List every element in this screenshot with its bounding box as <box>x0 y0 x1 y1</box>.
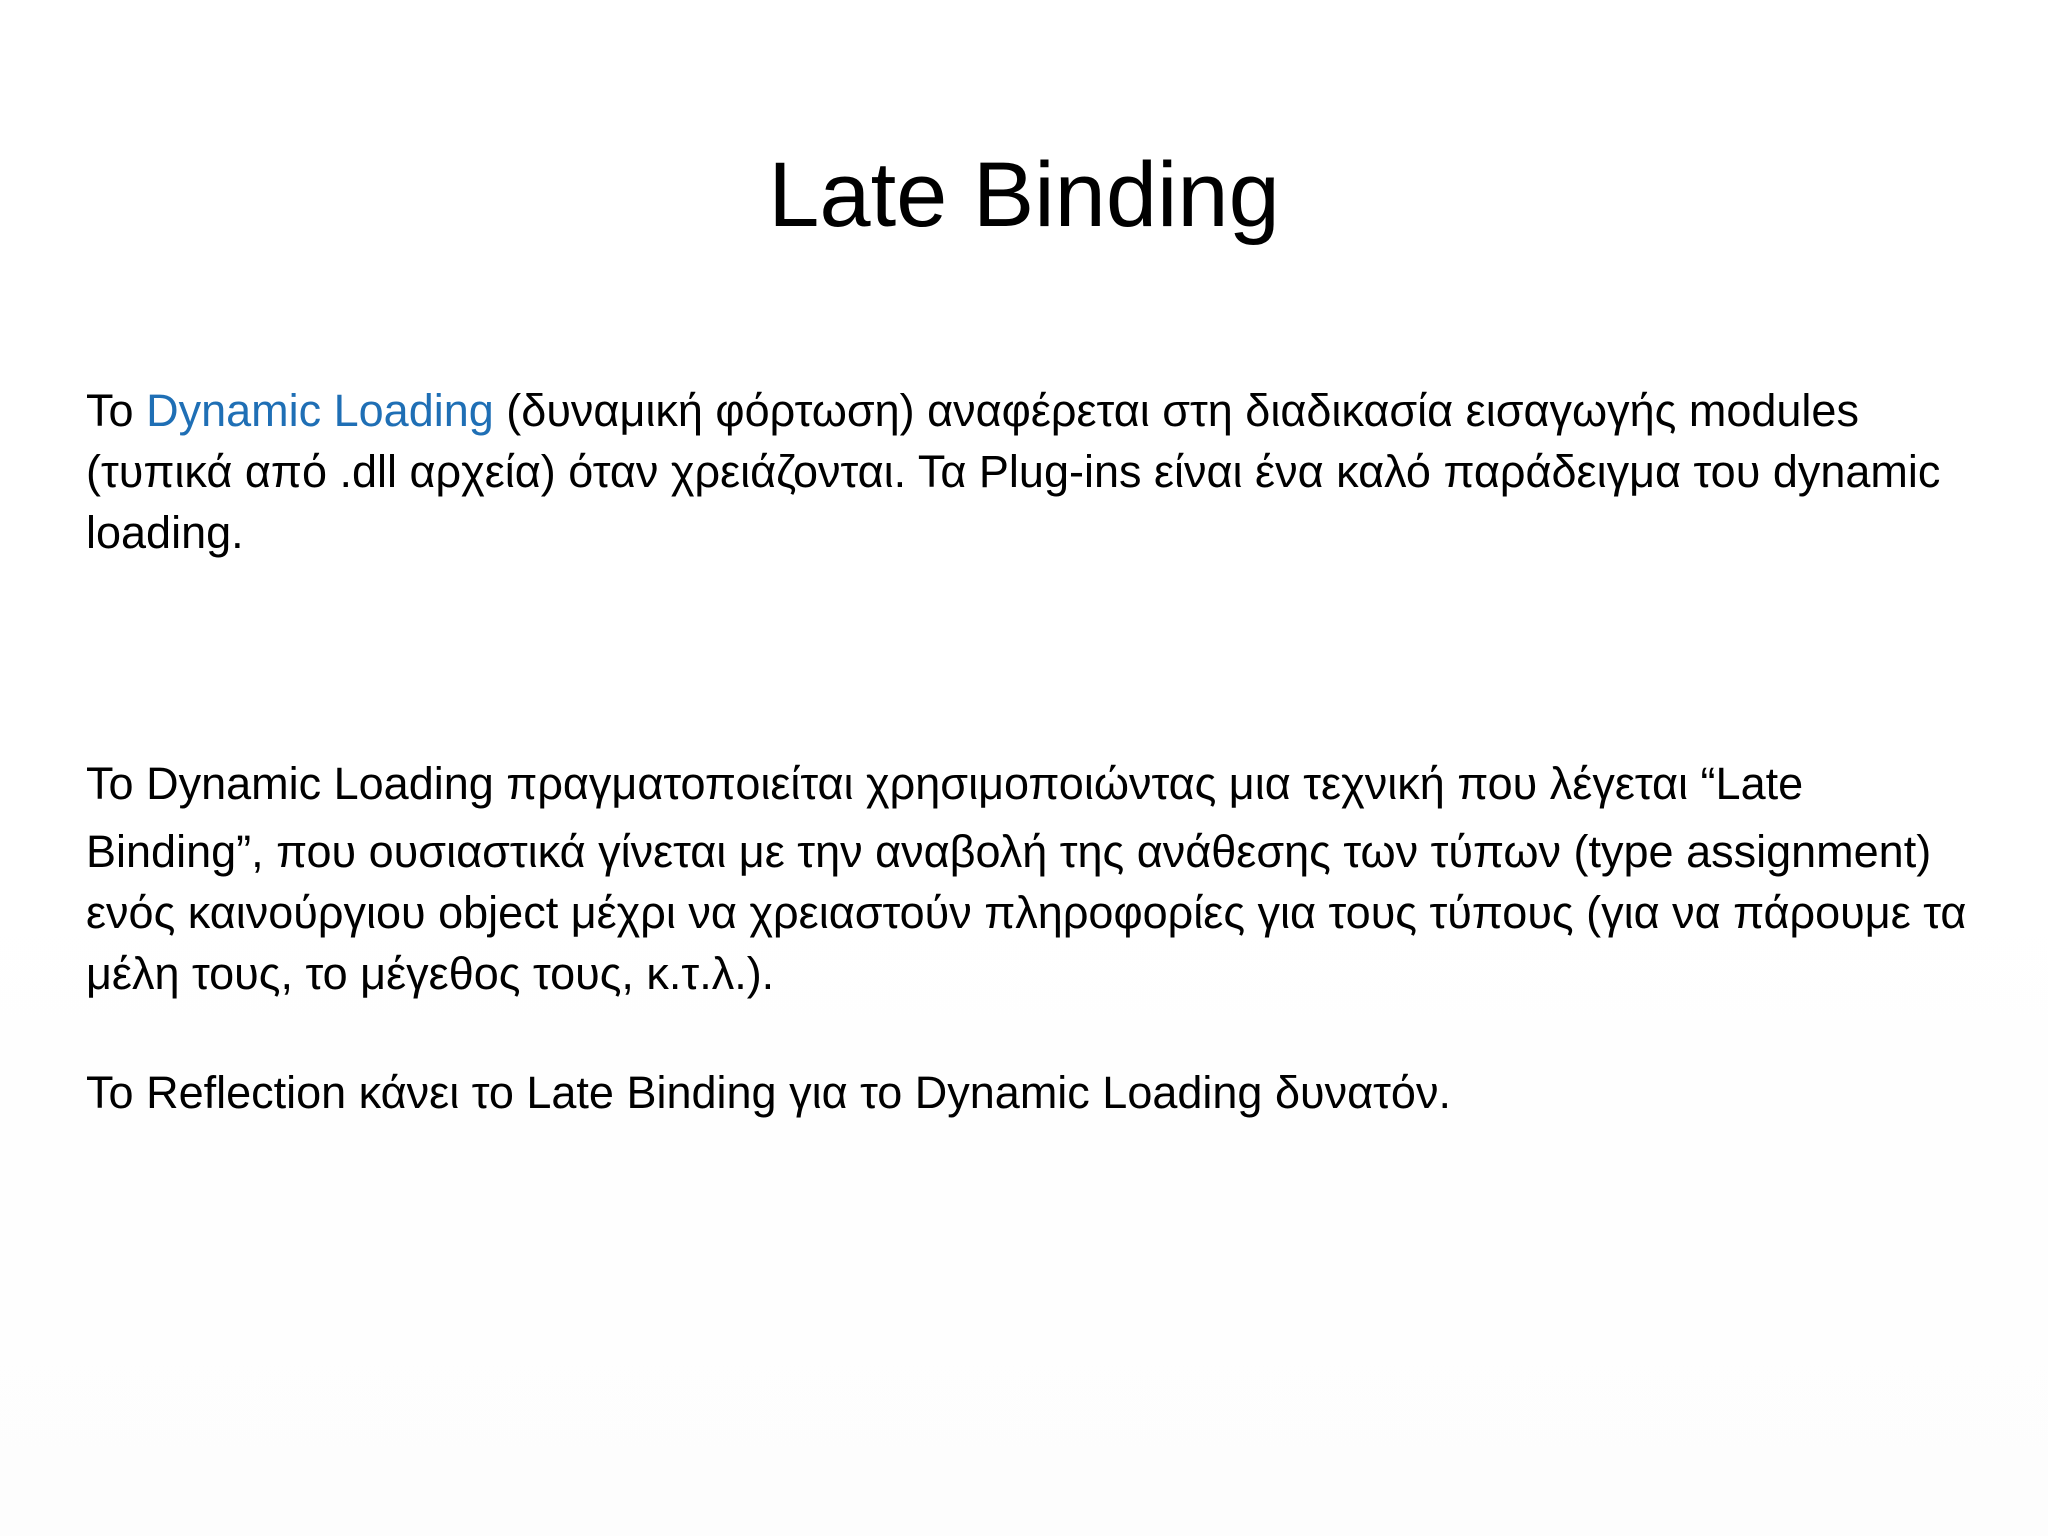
paragraph-2-rest: Binding”, που ουσιαστικά γίνεται με την αναβολή της ανάθεσης των τύπων (type assignment) ενός καινούργιου object μέχρι να χρειαστούν πληροφορίες για τους τύπους (για να πάρουμε τα μέλη τους, το μέγεθος τους, κ.τ.λ.). <box>86 826 1967 999</box>
paragraph-reflection: Το Reflection κάνει το Late Binding για το Dynamic Loading δυνατόν. <box>86 1067 1451 1118</box>
paragraph-late-binding <box>86 746 1986 1004</box>
paragraph-2-first-line: Το Dynamic Loading πραγματοποιείται χρησιμοποιώντας μια τεχνική που λέγεται “Late <box>86 758 1804 809</box>
slide-title: Late Binding <box>768 144 1280 246</box>
paragraph-1-prefix: Το <box>86 385 147 436</box>
paragraph-1-suffix: (δυναμική φόρτωση) αναφέρεται στη διαδικασία εισαγωγής modules (τυπικά από .dll αρχεία) όταν χρειάζονται. Τα Plug-ins είναι ένα καλό παράδειγμα του dynamic loading. <box>86 385 1941 558</box>
dynamic-loading-highlight: Dynamic Loading <box>146 385 494 436</box>
slide-body <box>86 380 1986 1123</box>
paragraph-dynamic-loading <box>86 380 1986 563</box>
